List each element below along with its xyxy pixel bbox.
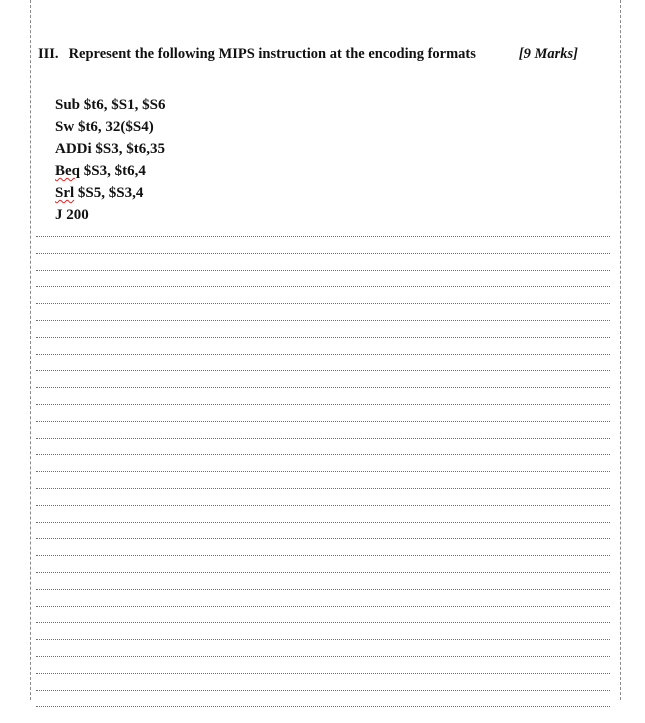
page-border-left [30,0,31,700]
answer-line [36,706,610,707]
instruction-operands: $S5, $S3,4 [77,185,144,201]
answer-line [36,555,610,556]
answer-line [36,438,610,439]
instruction-item [55,160,165,182]
instruction-item [55,182,165,204]
instruction-mnemonic-misspelled: Beq [55,163,81,179]
answer-line [36,236,610,237]
instruction-item [55,204,165,226]
question-number: III. [38,46,59,62]
answer-line [36,286,610,287]
answer-line [36,673,610,674]
answer-line [36,639,610,640]
instruction-operands: $S3, $t6,4 [83,163,146,179]
answer-line [36,303,610,304]
instruction-mnemonic: Sub [55,97,81,113]
answer-line [36,421,610,422]
answer-area[interactable] [36,236,610,723]
instruction-mnemonic: ADDi [55,141,92,157]
answer-line [36,505,610,506]
answer-line [36,253,610,254]
instruction-mnemonic-misspelled: Srl [55,185,75,201]
answer-line [36,404,610,405]
answer-line [36,656,610,657]
answer-line [36,387,610,388]
instruction-operands: $t6, $S1, $S6 [83,97,166,113]
question-text: Represent the following MIPS instruction at the encoding formats [68,46,476,62]
instruction-list [55,94,165,226]
question-header [38,46,578,63]
page-border-right [620,0,621,700]
answer-line [36,538,610,539]
answer-line [36,690,610,691]
answer-line [36,606,610,607]
answer-line [36,522,610,523]
answer-line [36,370,610,371]
answer-line [36,589,610,590]
instruction-item [55,138,165,160]
question-title [38,46,476,63]
answer-line [36,454,610,455]
instruction-operands: $t6, 32($S4) [77,119,154,135]
question-marks: [9 Marks] [518,46,578,62]
answer-line [36,488,610,489]
answer-line [36,471,610,472]
answer-line [36,337,610,338]
instruction-operands: $S3, $t6,35 [95,141,166,157]
instruction-item [55,116,165,138]
instruction-mnemonic: J [55,207,63,223]
answer-line [36,622,610,623]
answer-line [36,572,610,573]
instruction-mnemonic: Sw [55,119,75,135]
instruction-item [55,94,165,116]
answer-line [36,320,610,321]
answer-line [36,354,610,355]
answer-line [36,270,610,271]
instruction-operands: 200 [66,207,89,223]
